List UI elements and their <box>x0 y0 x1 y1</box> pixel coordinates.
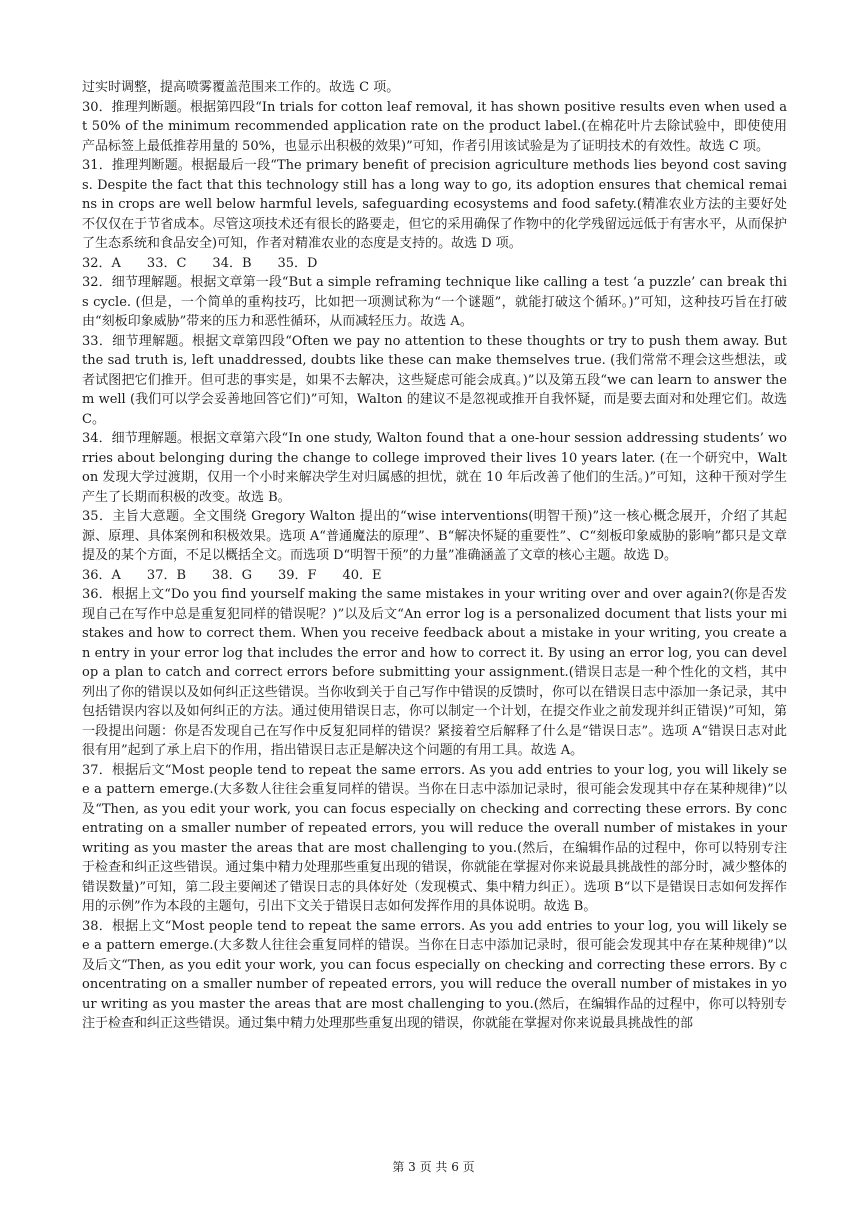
paragraph-q31: 31．推理判断题。根据最后一段“The primary benefit of precision agriculture methods lies beyond cost savings. Despite the fact that this technology still has a long way to go, its adoption ensures that chemical remains in crops are well below harmful levels, safeguarding ecosystems and food safety.(精准农业方法的主要好处不仅仅在于节省成本。尽管这项技术还有很长的路要走，但它的采用确保了作物中的化学残留远远低于有害水平，从而保护了生态系统和食品安全)可知，作者对精准农业的态度是支持的。故选 D 项。 <box>82 158 787 251</box>
paragraph-q34: 34．细节理解题。根据文章第六段“In one study, Walton found that a one-hour session addressing students’ worries about belonging during the change to college improved their lives 10 years later. (在一个研究中，Walton 发现大学过渡期，仅用一个小时来解决学生对归属感的担忧，就在 10 年后改善了他们的生活。)”可知，这种干预对学生产生了长期而积极的改变。故选 B。 <box>82 431 787 505</box>
paragraph-q38: 38．根据上文“Most people tend to repeat the same errors. As you add entries to your log, you will likely see a pattern emerge.(大多数人往往会重复同样的错误。当你在日志中添加记录时，很可能会发现其中存在某种规律)”以及后文“Then, as you edit your work, you can focus especially on checking and correcting these errors. By concentrating on a smaller number of repeated errors, you will reduce the overall number of mistakes in your writing as you master the areas that are most challenging to you.(然后，在编辑作品的过程中，你可以特别专注于检查和纠正这些错误。通过集中精力处理那些重复出现的错误，你就能在掌握对你来说最具挑战性的部 <box>82 918 787 1031</box>
answer-key-32-35: 32．A 33．C 34．B 35．D <box>82 255 318 271</box>
paragraph-continuation: 过实时调整，提高喷雾覆盖范围来工作的。故选 C 项。 <box>82 80 400 95</box>
page-footer: 第 3 页 共 6 页 <box>392 1160 475 1174</box>
paragraph-q37: 37．根据后文“Most people tend to repeat the same errors. As you add entries to your log, you will likely see a pattern emerge.(大多数人往往会重复同样的错误。当你在日志中添加记录时，很可能会发现其中存在某种规律)”以及“Then, as you edit your work, you can focus especially on checking and correcting these errors. By concentrating on a smaller number of repeated errors, you will reduce the overall number of mistakes in your writing as you master the areas that are most challenging to you.(然后，在编辑作品的过程中，你可以特别专注于检查和纠正这些错误。通过集中精力处理那些重复出现的错误，你就能在掌握对你来说最具挑战性的部分时，减少整体的错误数量)”可知，第二段主要阐述了错误日志的具体好处（发现模式、集中精力纠正）。选项 B“以下是错误日志如何发挥作用的示例”作为本段的主题句，引出下文关于错误日志如何发挥作用的具体说明。故选 B。 <box>82 762 787 914</box>
paragraph-q32: 32．细节理解题。根据文章第一段“But a simple reframing technique like calling a test ‘a puzzle’ can break this cycle. (但是，一个简单的重构技巧，比如把一项测试称为“一个谜题”，就能打破这个循环。)”可知，这种技巧旨在打破由“刻板印象威胁”带来的压力和恶性循环，从而减轻压力。故选 A。 <box>82 275 787 329</box>
paragraph-q30: 30．推理判断题。根据第四段“In trials for cotton leaf removal, it has shown positive results even when used at 50% of the minimum recommended application rate on the product label.(在棉花叶片去除试验中，即使使用产品标签上最低推荐用量的 50%，也显示出积极的效果)”可知，作者引用该试验是为了证明技术的有效性。故选 C 项。 <box>82 99 787 154</box>
document-body <box>82 78 787 1034</box>
paragraph-q36: 36．根据上文“Do you find yourself making the same mistakes in your writing over and over again?(你是否发现自己在写作中总是重复犯同样的错误呢？)”以及后文“An error log is a personalized document that lists your mistakes and how to correct them. When you receive feedback about a mistake in your writing, you create an entry in your error log that includes the error and how to correct it. By using an error log, you can develop a plan to catch and correct errors before submitting your assignment.(错误日志是一种个性化的文档，其中列出了你的错误以及如何纠正这些错误。当你收到关于自己写作中错误的反馈时，你可以在错误日志中添加一条记录，其中包括错误内容以及如何纠正的方法。通过使用错误日志，你可以制定一个计划，在提交作业之前发现并纠正错误)”可知，第一段提出问题：你是否发现自己在写作中反复犯同样的错误？紧接着空后解释了什么是“错误日志”。选项 A“错误日志对此很有用”起到了承上启下的作用，指出错误日志正是解决这个问题的有用工具。故选 A。 <box>82 587 787 758</box>
answer-key-36-40: 36．A 37．B 38．G 39．F 40．E <box>82 567 382 583</box>
paragraph-q35: 35．主旨大意题。全文围绕 Gregory Walton 提出的“wise interventions(明智干预)”这一核心概念展开，介绍了其起源、原理、具体案例和积极效果。选项 A“普通魔法的原理”、B“解决怀疑的重要性”、C“刻板印象威胁的影响”都只是文章提及的某个方面，不足以概括全文。而选项 D“明智干预”的力量”准确涵盖了文章的核心主题。故选 D。 <box>82 509 787 563</box>
paragraph-q33: 33．细节理解题。根据文章第四段“Often we pay no attention to these thoughts or try to push them away. But the sad truth is, left unaddressed, doubts like these can make themselves true. (我们常常不理会这些想法，或者试图把它们推开。但可悲的事实是，如果不去解决，这些疑虑可能会成真。)”以及第五段“we can learn to answer them well (我们可以学会妥善地回答它们)”可知，Walton 的建议不是忽视或推开自我怀疑，而是要去面对和处理它们。故选 C。 <box>82 333 787 427</box>
